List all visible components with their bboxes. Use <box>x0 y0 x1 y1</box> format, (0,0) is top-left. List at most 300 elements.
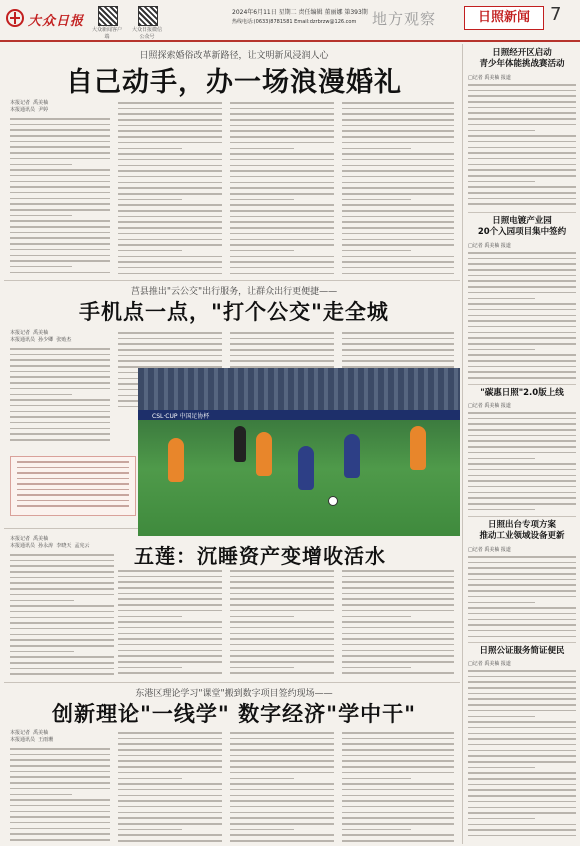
text-line <box>118 638 222 640</box>
text-line <box>342 148 411 150</box>
text-line <box>468 452 576 454</box>
text-line <box>468 203 576 205</box>
text-line <box>468 107 576 109</box>
sidebar-item-1-headline: 日照经开区启动 青少年体能挑战赛活动 <box>479 48 565 69</box>
text-line <box>468 298 535 300</box>
text-line <box>468 744 576 746</box>
issue-date-line: 2024年6月11日 星期二 责任编辑 董丽娜 第393期 <box>232 9 368 16</box>
text-line <box>468 636 576 638</box>
text-line <box>118 148 182 150</box>
text-line <box>10 582 114 584</box>
text-line <box>118 244 222 246</box>
text-line <box>118 610 222 612</box>
player-orange <box>256 432 272 476</box>
player-blue <box>298 446 314 490</box>
text-line <box>118 812 222 814</box>
text-line <box>230 216 334 218</box>
article3-body <box>230 570 334 678</box>
text-line <box>10 260 110 262</box>
text-line <box>230 153 334 155</box>
text-line <box>230 261 334 263</box>
text-line <box>10 668 114 670</box>
text-line <box>468 169 576 171</box>
text-line <box>230 755 334 757</box>
text-line <box>468 829 576 831</box>
text-line <box>468 164 576 166</box>
text-line <box>342 638 454 640</box>
text-line <box>118 136 222 138</box>
article1-body <box>10 118 110 278</box>
contact-line: 热线电话:(0633)8781581 Email:dzrbrzw@126.com <box>232 19 357 25</box>
text-line <box>468 141 576 143</box>
text-line <box>230 165 334 167</box>
text-line <box>10 382 110 384</box>
text-line <box>342 672 454 674</box>
text-line <box>230 760 334 762</box>
text-line <box>342 273 454 275</box>
text-line <box>10 788 110 790</box>
text-line <box>342 738 454 740</box>
text-line <box>230 800 334 802</box>
text-line <box>342 338 454 340</box>
text-line <box>118 823 222 825</box>
text-line <box>10 662 114 664</box>
text-line <box>342 130 454 132</box>
text-line <box>468 112 576 114</box>
text-line <box>10 249 110 251</box>
article4-kicker: 东港区理论学习"课堂"搬到数字项目签约现场—— <box>135 689 333 699</box>
text-line <box>230 210 334 212</box>
text-line <box>468 681 576 683</box>
text-line <box>10 237 110 239</box>
player-orange <box>168 438 184 482</box>
text-line <box>468 607 576 609</box>
text-line <box>118 783 222 785</box>
text-line <box>118 125 222 127</box>
text-line <box>342 113 454 115</box>
text-line <box>468 343 576 345</box>
text-line <box>10 266 72 268</box>
qr-code-icon <box>138 6 158 26</box>
text-line <box>342 789 454 791</box>
text-line <box>10 220 110 222</box>
text-line <box>10 577 114 579</box>
text-line <box>10 628 114 630</box>
text-line <box>468 135 576 137</box>
text-line <box>118 204 222 206</box>
text-line <box>230 772 334 774</box>
text-line <box>10 175 110 177</box>
text-line <box>230 113 334 115</box>
divider <box>468 212 576 213</box>
text-line <box>230 655 334 657</box>
text-line <box>468 435 576 437</box>
text-line <box>118 570 222 572</box>
text-line <box>10 433 110 435</box>
text-line <box>10 359 110 361</box>
text-line <box>230 108 334 110</box>
text-line <box>342 221 454 223</box>
text-line <box>342 182 454 184</box>
text-line <box>230 193 334 195</box>
sidebar-item-2-headline: 日照电镀产业园 20个入园项目集中签约 <box>477 216 567 237</box>
text-line <box>118 644 222 646</box>
text-line <box>342 216 454 218</box>
text-line <box>10 129 110 131</box>
text-line <box>468 676 576 678</box>
text-line <box>118 593 222 595</box>
text-line <box>118 267 222 269</box>
divider <box>468 516 576 517</box>
text-line <box>10 554 114 556</box>
text-line <box>118 621 222 623</box>
masthead <box>0 0 580 42</box>
text-line <box>118 210 222 212</box>
text-line <box>118 743 222 745</box>
text-line <box>10 186 110 188</box>
text-line <box>342 766 454 768</box>
text-line <box>468 835 576 837</box>
text-line <box>342 661 454 663</box>
text-line <box>342 153 454 155</box>
article1-body <box>230 102 334 278</box>
player-blue <box>344 434 360 478</box>
text-line <box>118 778 182 780</box>
text-line <box>230 783 334 785</box>
article2-kicker: 莒县推出"云公交"出行服务，让群众出行更便捷—— <box>130 287 338 297</box>
text-line <box>342 239 454 241</box>
text-line <box>118 187 222 189</box>
text-line <box>230 142 334 144</box>
text-line <box>118 840 222 842</box>
text-line <box>230 570 334 572</box>
football-icon <box>328 496 338 506</box>
text-line <box>468 423 576 425</box>
article1-body <box>118 102 222 278</box>
text-line <box>468 755 576 757</box>
text-line <box>342 778 411 780</box>
article1-byline: 本报记者 禹美柚 本报通讯员 尹婷 <box>10 100 49 113</box>
text-line <box>468 761 576 763</box>
text-line <box>468 186 576 188</box>
text-line <box>10 411 110 413</box>
text-line <box>230 119 334 121</box>
text-line <box>230 170 334 172</box>
text-line <box>230 343 334 345</box>
text-line <box>468 824 576 826</box>
text-line <box>10 634 114 636</box>
text-line <box>10 243 110 245</box>
text-line <box>342 250 411 252</box>
text-line <box>118 130 222 132</box>
text-line <box>468 497 576 499</box>
sidebar-item-2-body <box>468 252 576 382</box>
text-line <box>342 593 454 595</box>
text-line <box>10 146 110 148</box>
text-line <box>342 193 454 195</box>
text-line <box>230 778 294 780</box>
text-line <box>342 170 454 172</box>
text-line <box>10 617 114 619</box>
text-line <box>468 562 576 564</box>
text-line <box>118 176 222 178</box>
text-line <box>10 828 110 830</box>
text-line <box>468 446 576 448</box>
text-line <box>118 806 222 808</box>
sidebar-item-3-headline: "碳惠日照"2.0版上线 <box>480 388 564 398</box>
text-line <box>468 596 576 598</box>
text-line <box>230 743 334 745</box>
text-line <box>342 267 454 269</box>
text-line <box>342 360 454 362</box>
text-line <box>118 273 222 275</box>
text-line <box>468 263 576 265</box>
text-line <box>230 581 334 583</box>
text-line <box>118 587 222 589</box>
text-line <box>342 604 454 606</box>
text-line <box>10 622 114 624</box>
text-line <box>230 738 334 740</box>
text-line <box>230 644 334 646</box>
text-line <box>10 348 110 350</box>
sidebar-news-column <box>464 44 578 844</box>
text-line <box>10 376 110 378</box>
text-line <box>118 216 222 218</box>
text-line <box>230 233 334 235</box>
text-line <box>10 158 110 160</box>
text-line <box>230 182 334 184</box>
article2-byline: 本报记者 禹美柚 本报通讯员 孙少卿 张贻杰 <box>10 330 72 343</box>
text-line <box>468 475 576 477</box>
text-line <box>342 176 454 178</box>
text-line <box>118 834 222 836</box>
text-line <box>468 463 576 465</box>
text-line <box>342 343 454 345</box>
player-orange <box>410 426 426 470</box>
text-line <box>342 136 454 138</box>
text-line <box>468 721 576 723</box>
text-line <box>342 142 454 144</box>
text-line <box>468 812 576 814</box>
text-line <box>342 576 454 578</box>
text-line <box>118 355 222 357</box>
photo-caption <box>10 456 136 516</box>
football-match-photo <box>138 368 460 536</box>
text-line <box>342 125 454 127</box>
article4-body <box>118 732 222 842</box>
text-line <box>230 199 294 201</box>
text-line <box>468 175 576 177</box>
text-line <box>118 182 222 184</box>
text-line <box>118 108 222 110</box>
text-line <box>468 429 576 431</box>
text-line <box>118 795 222 797</box>
text-line <box>468 118 576 120</box>
article3-body <box>342 570 454 678</box>
text-line <box>342 667 411 669</box>
text-line <box>10 754 110 756</box>
text-line <box>118 227 222 229</box>
text-line <box>342 332 454 334</box>
column-divider <box>462 44 463 844</box>
text-line <box>10 354 110 356</box>
text-line <box>468 309 576 311</box>
text-line <box>342 119 454 121</box>
text-line <box>10 209 110 211</box>
text-line <box>342 655 454 657</box>
text-line <box>468 181 535 183</box>
text-line <box>342 244 454 246</box>
text-line <box>230 355 334 357</box>
text-line <box>118 332 222 334</box>
text-line <box>10 600 74 602</box>
text-line <box>10 192 110 194</box>
sidebar-item-1-byline: □记者 禹美柚 报道 <box>468 75 511 81</box>
text-line <box>230 834 334 836</box>
text-line <box>118 338 222 340</box>
text-line <box>118 233 222 235</box>
text-line <box>230 102 334 104</box>
sidebar-item-5-body <box>468 670 576 842</box>
text-line <box>10 645 114 647</box>
text-line <box>468 349 535 351</box>
text-line <box>468 303 576 305</box>
text-line <box>468 275 576 277</box>
text-line <box>468 332 576 334</box>
banner-text: CSL·CUP 中国足协杯 <box>152 413 210 420</box>
text-line <box>468 503 576 505</box>
text-line <box>230 633 334 635</box>
text-line <box>10 439 110 441</box>
text-line <box>468 619 576 621</box>
text-line <box>230 616 294 618</box>
qr-left-label: 大众新闻客户端 <box>92 27 123 40</box>
text-line <box>10 776 110 778</box>
text-line <box>10 388 110 390</box>
text-line <box>230 187 334 189</box>
text-line <box>468 124 576 126</box>
text-line <box>10 416 110 418</box>
text-line <box>10 651 74 653</box>
text-line <box>342 749 454 751</box>
text-line <box>468 360 576 362</box>
text-line <box>342 355 454 357</box>
text-line <box>118 633 222 635</box>
text-line <box>342 732 454 734</box>
article4-body <box>342 732 454 842</box>
text-line <box>468 280 576 282</box>
text-line <box>468 579 576 581</box>
text-line <box>118 119 222 121</box>
text-line <box>10 605 114 607</box>
text-line <box>10 799 110 801</box>
text-line <box>230 732 334 734</box>
text-line <box>468 567 576 569</box>
text-line <box>10 833 110 835</box>
text-line <box>118 343 222 345</box>
text-line <box>342 233 454 235</box>
text-line <box>468 147 576 149</box>
text-line <box>230 604 334 606</box>
text-line <box>118 153 222 155</box>
text-line <box>118 667 182 669</box>
text-line <box>468 767 535 769</box>
text-line <box>230 332 334 334</box>
text-line <box>230 840 334 842</box>
text-line <box>468 509 535 511</box>
article3-body <box>10 554 114 678</box>
text-line <box>230 661 334 663</box>
article3-byline: 本报记者 禹美柚 本报通讯员 孙永涛 李晓天 孟宪云 <box>10 536 90 549</box>
article3-headline: 五莲：沉睡资产变增收活水 <box>134 544 386 568</box>
text-line <box>342 210 454 212</box>
text-line <box>118 661 222 663</box>
text-line <box>468 158 576 160</box>
text-line <box>468 366 576 368</box>
text-line <box>230 823 334 825</box>
text-line <box>230 593 334 595</box>
text-line <box>468 101 576 103</box>
text-line <box>342 772 454 774</box>
text-line <box>10 169 110 171</box>
text-line <box>118 655 222 657</box>
text-line <box>230 221 334 223</box>
text-line <box>468 192 576 194</box>
divider <box>4 682 460 683</box>
text-line <box>342 159 454 161</box>
text-line <box>10 399 110 401</box>
text-line <box>468 602 535 604</box>
text-line <box>10 118 110 120</box>
divider <box>468 384 576 385</box>
divider <box>4 528 138 529</box>
article2-headline: 手机点一点，"打个公交"走全城 <box>79 300 389 324</box>
text-line <box>468 90 576 92</box>
article4-byline: 本报记者 禹美柚 本报通讯员 王雨珊 <box>10 730 54 743</box>
text-line <box>230 610 334 612</box>
text-line <box>10 232 110 234</box>
text-line <box>10 673 114 675</box>
newspaper-logo <box>6 6 84 32</box>
text-line <box>230 789 334 791</box>
text-line <box>468 337 576 339</box>
article1-kicker: 日照探索婚俗改革新路径，让文明新风浸润人心 <box>139 51 329 61</box>
text-line <box>118 113 222 115</box>
article4-headline: 创新理论"一线学" 数字经济"学中干" <box>51 702 417 726</box>
text-line <box>230 239 334 241</box>
text-line <box>230 338 334 340</box>
text-line <box>118 581 222 583</box>
text-line <box>230 273 334 275</box>
text-line <box>230 256 334 258</box>
text-line <box>468 371 576 373</box>
section-label: 日照新闻 <box>464 6 544 30</box>
text-line <box>230 204 334 206</box>
text-line <box>468 252 576 254</box>
text-line <box>342 817 454 819</box>
text-line <box>468 772 576 774</box>
text-line <box>10 215 72 217</box>
text-line <box>10 805 110 807</box>
text-line <box>118 732 222 734</box>
text-line <box>230 587 334 589</box>
article4-body <box>230 732 334 842</box>
text-line <box>118 627 222 629</box>
text-line <box>468 584 576 586</box>
text-line <box>468 716 535 718</box>
text-line <box>468 818 535 820</box>
text-line <box>230 766 334 768</box>
